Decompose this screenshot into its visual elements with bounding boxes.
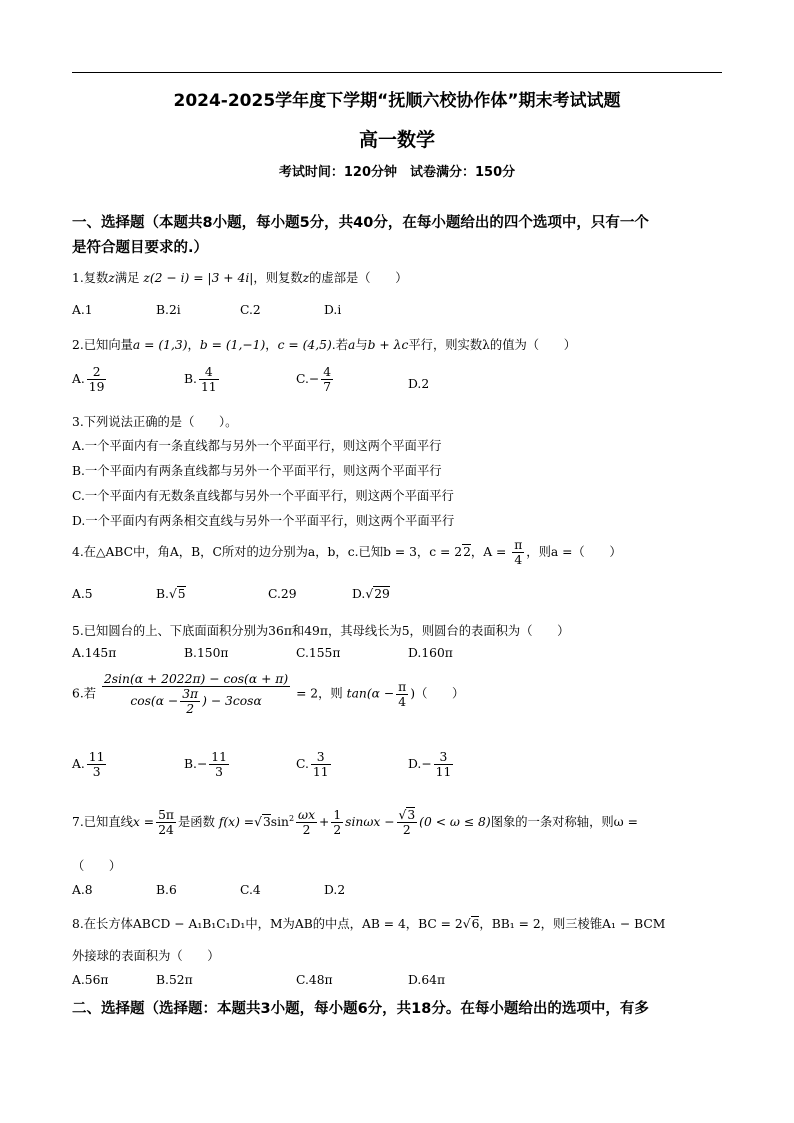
q8-stem: 8.在长方体ABCD − A₁B₁C₁D₁中，M为AB的中点，AB = 4，BC = 2√6，BB₁ = 2，则三棱锥A₁ − BCM bbox=[72, 917, 666, 931]
q1-option-d: D.i bbox=[324, 303, 342, 317]
q5-option-c: C.155π bbox=[296, 646, 341, 660]
q6-option-b: B.− $\frac{11}{3}$ bbox=[184, 750, 227, 780]
exam-meta: 考试时间：120分钟 试卷满分：150分 bbox=[278, 165, 516, 180]
q5-option-d: D.160π bbox=[408, 646, 453, 660]
q8-option-b: B.52π bbox=[156, 973, 193, 987]
q1-stem: 1.复数z满足 z(2 − i) = |3 + 4i|，则复数z的虚部是（ ） bbox=[72, 271, 408, 285]
q8-option-a: A.56π bbox=[72, 973, 109, 987]
q5-stem: 5.已知圆台的上、下底面面积分别为36π和49π，其母线长为5，则圆台的表面积为（ ） bbox=[72, 624, 570, 638]
q2-option-d: D.2 bbox=[408, 377, 430, 391]
q7-stem-line2: （ ） bbox=[72, 859, 122, 873]
q4-option-c: C.29 bbox=[268, 587, 297, 601]
q2-stem: 2.已知向量a = (1,3)，b = (1,−1)，c = (4,5).若a与b + λc平行，则实数λ的值为（ ） bbox=[72, 338, 576, 352]
q4-option-d: D.√29 bbox=[352, 587, 390, 601]
q7-option-a: A.8 bbox=[72, 883, 93, 897]
q3-option-d: D.一个平面内有两条相交直线与另外一个平面平行，则这两个平面平行 bbox=[72, 514, 455, 528]
q5-option-b: B.150π bbox=[184, 646, 229, 660]
q7-option-d: D.2 bbox=[324, 883, 346, 897]
q6-option-c: C. $\frac{3}{11}$ bbox=[296, 750, 329, 780]
q2-option-c: C.− $\frac{4}{7}$ bbox=[296, 365, 332, 395]
q3-option-c: C.一个平面内有无数条直线都与另外一个平面平行，则这两个平面平行 bbox=[72, 489, 454, 503]
q2-option-a: A. $\frac{2}{19}$ bbox=[72, 365, 105, 395]
q7-stem: 7.已知直线x = $\frac{5\pi}{24}$ 是函数 $f(x) =√3\sin^2$ $\frac{\omega x}{2}$ + $\frac{1}{2}$ sinωx − $\frac{√3}{2}$ (0 < ω ≤ 8)图象的一条对称轴，则ω = bbox=[72, 808, 638, 838]
q6-option-d: D.− $\frac{3}{11}$ bbox=[408, 750, 452, 780]
q2-option-b: B. $\frac{4}{11}$ bbox=[184, 365, 217, 395]
section1-heading-line1: 一、选择题（本题共8小题，每小题5分，共40分，在每小题给出的四个选项中，只有一个 bbox=[72, 215, 649, 231]
q4-option-a: A.5 bbox=[72, 587, 93, 601]
q4-stem: 4.在△ABC中，角A，B，C所对的边分别为a，b，c.已知b = 3，c = 22，A = $\frac{\pi}{4}$ ，则a =（ ） bbox=[72, 538, 622, 568]
q3-stem: 3.下列说法正确的是（ ）。 bbox=[72, 415, 238, 429]
section2-heading: 二、选择题（选择题：本题共3小题，每小题6分，共18分。在每小题给出的选项中，有多 bbox=[72, 1001, 649, 1017]
q1-option-c: C.2 bbox=[240, 303, 261, 317]
q1-option-a: A.1 bbox=[72, 303, 93, 317]
section1-heading-line2: 是符合题目要求的.） bbox=[72, 240, 209, 256]
subject-title: 高一数学 bbox=[358, 129, 435, 151]
q7-option-b: B.6 bbox=[156, 883, 177, 897]
q6-option-a: A. $\frac{11}{3}$ bbox=[72, 750, 105, 780]
q7-option-c: C.4 bbox=[240, 883, 261, 897]
q6-stem: 6.若 2sin(α + 2022π) − cos(α + π) cos(α − $\frac{3\pi}{2}$ ) − 3cosα = 2，则 tan(α − $\frac{\pi}{4}$ )（ ） bbox=[72, 672, 465, 717]
q8-option-c: C.48π bbox=[296, 973, 333, 987]
q8-option-d: D.64π bbox=[408, 973, 446, 987]
exam-title: 2024-2025学年度下学期“抚顺六校协作体”期末考试试题 bbox=[173, 91, 621, 111]
q3-option-b: B.一个平面内有两条直线都与另外一个平面平行，则这两个平面平行 bbox=[72, 464, 442, 478]
q1-option-b: B.2i bbox=[156, 303, 181, 317]
q3-option-a: A.一个平面内有一条直线都与另外一个平面平行，则这两个平面平行 bbox=[72, 439, 442, 453]
top-rule bbox=[72, 72, 722, 73]
q4-option-b: B.√5 bbox=[156, 587, 186, 601]
q8-stem-line2: 外接球的表面积为（ ） bbox=[72, 949, 220, 963]
q5-option-a: A.145π bbox=[72, 646, 117, 660]
